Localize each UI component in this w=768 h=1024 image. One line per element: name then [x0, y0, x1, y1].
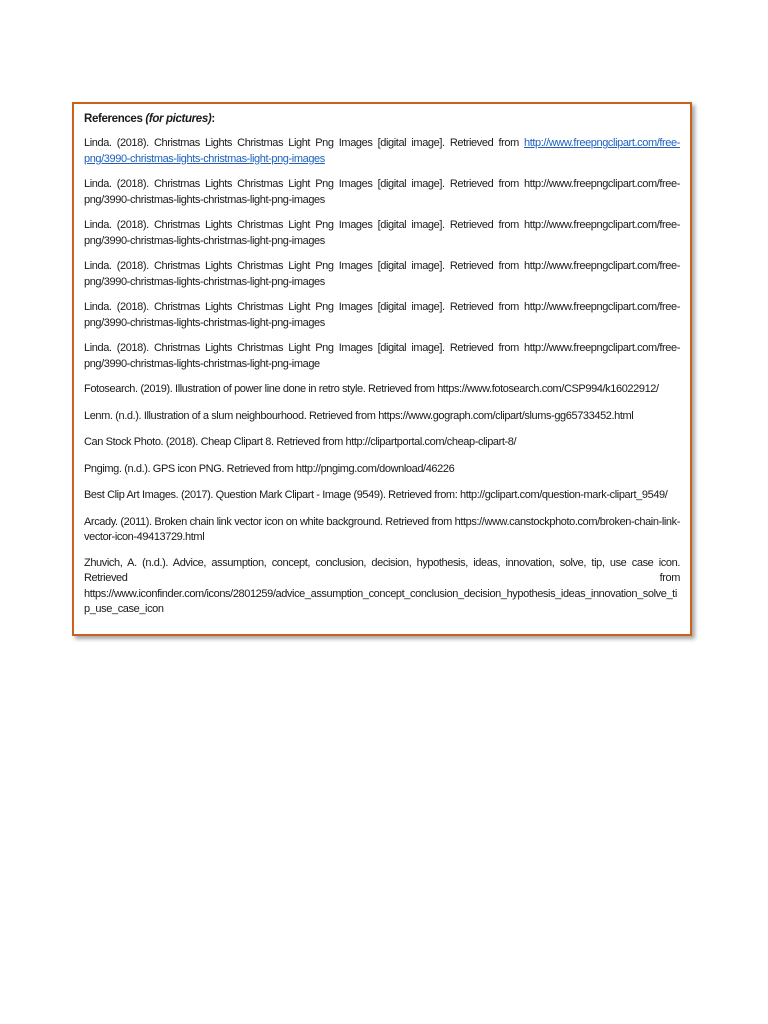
reference-entry-2: Linda. (2018). Christmas Lights Christmas Light Png Images [digital image]. Retrieved from http://www.freepngclipart.com/free-png/3990-christmas-lights-christmas-light-png-images: [84, 178, 680, 206]
reference-entry-9: Can Stock Photo. (2018). Cheap Clipart 8. Retrieved from http://clipartportal.com/cheap-clipart-8/: [84, 436, 517, 448]
reference-entry-7: Fotosearch. (2019). Illustration of power line done in retro style. Retrieved from https://www.fotosearch.com/CSP994/k16022912/: [84, 383, 659, 395]
reference-entry-6: Linda. (2018). Christmas Lights Christmas Light Png Images [digital image]. Retrieved from http://www.freepngclipart.com/free-png/3990-christmas-lights-christmas-light-png-image: [84, 342, 680, 370]
references-heading: [84, 112, 680, 126]
reference-entry-4: Linda. (2018). Christmas Lights Christmas Light Png Images [digital image]. Retrieved from http://www.freepngclipart.com/free-png/3990-christmas-lights-christmas-light-png-images: [84, 260, 680, 288]
reference-entry-8: Lenm. (n.d.). Illustration of a slum neighbourhood. Retrieved from https://www.gograph.com/clipart/slums-gg65733452.html: [84, 409, 634, 422]
reference-text: Linda. (2018). Christmas Lights Christmas Light Png Images [digital image]. Retrieved from: [84, 137, 525, 149]
reference-entry-13: Zhuvich, A. (n.d.). Advice, assumption, concept, conclusion, decision, hypothesis, ideas, innovation, solve, tip, use case icon. Retrieved from https://www.iconfinder.com/icons/2801259/advice_assumption_concept_conclusion_decision_hypothesis_ideas_innovation_solve_tip_use_case_icon: [84, 556, 680, 615]
reference-entry-1: [84, 136, 680, 167]
heading-subtitle: (for pictures): [145, 113, 212, 125]
reference-entry-12: Arcady. (2011). Broken chain link vector icon on white background. Retrieved from https://www.canstockphoto.com/broken-chain-link-vector-icon-49413729.html: [84, 515, 680, 543]
references-box: [72, 102, 692, 636]
reference-link[interactable]: http://www.freepngclipart.com/free-png/3990-christmas-lights-christmas-light-png-images: [84, 137, 680, 165]
reference-entry-10: Pngimg. (n.d.). GPS icon PNG. Retrieved from http://pngimg.com/download/46226: [84, 462, 455, 475]
heading-title: References: [84, 113, 146, 125]
reference-entry-5: Linda. (2018). Christmas Lights Christmas Light Png Images [digital image]. Retrieved from http://www.freepngclipart.com/free-png/3990-christmas-lights-christmas-light-png-images: [84, 301, 680, 329]
reference-entry-3: Linda. (2018). Christmas Lights Christmas Light Png Images [digital image]. Retrieved from http://www.freepngclipart.com/free-png/3990-christmas-lights-christmas-light-png-images: [84, 219, 680, 247]
reference-entry-11: Best Clip Art Images. (2017). Question Mark Clipart - Image (9549). Retrieved from: http://gclipart.com/question-mark-clipart_9549/: [84, 489, 668, 501]
heading-colon: :: [211, 113, 215, 125]
